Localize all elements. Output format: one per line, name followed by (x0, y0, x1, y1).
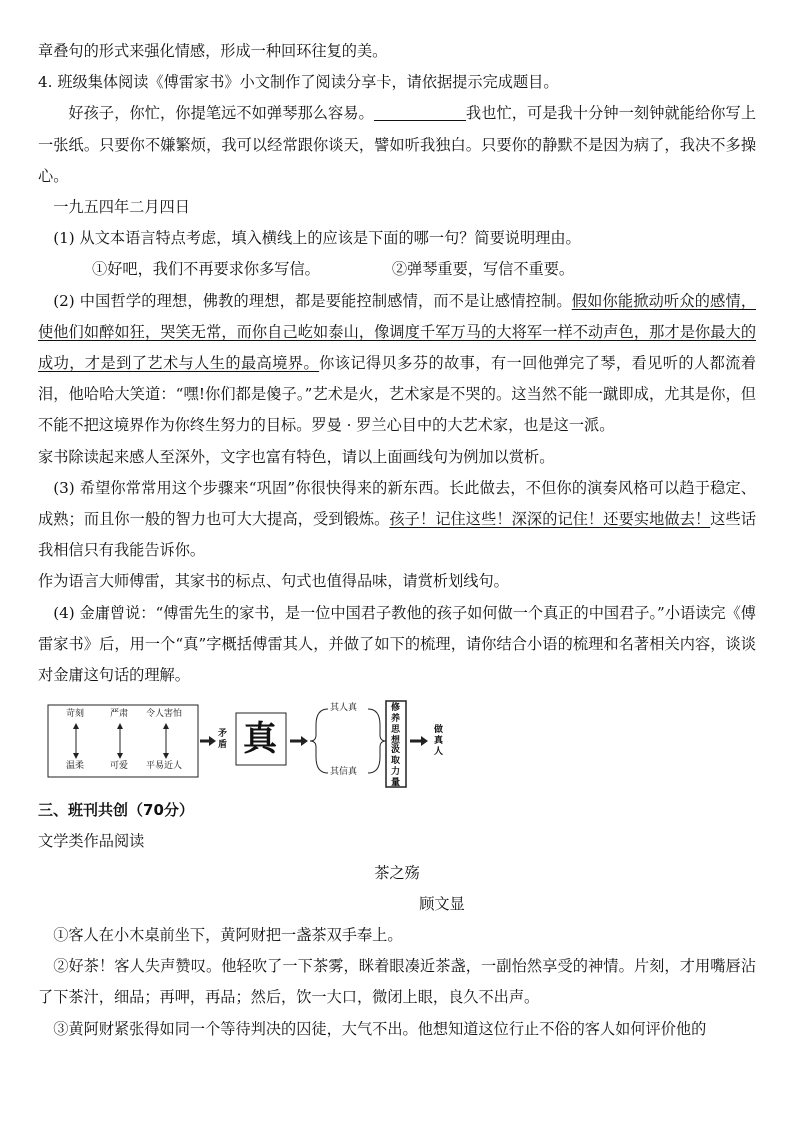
letter-excerpt (38, 98, 756, 192)
trait-bottom-3: 平易近人 (146, 761, 183, 772)
s2-text-b: 你该记得贝多芬的故事，有一回他弹完了琴，看见听的人都流着泪，他哈哈大笑道：“嘿!你们都是傻子。”艺术是火，艺术家是不哭的。这当然不能一蹴即成，尤其是你，但不能不把这境界作为你终生努力的目标。罗曼 · 罗兰心目中的大艺术家，也是这一派。 (38, 354, 757, 435)
options (38, 254, 756, 285)
trait-top-1: 苛刻 (66, 709, 85, 720)
s3-text-a: (3) 希望你常常用这个步骤来“巩固”你很快得来的新东西。长此做去，不但你的演奏风格可以趋于稳定、成熟；而且你一般的智力也可大大提高，受到锻炼。 (38, 478, 756, 529)
paragraph-2: ②好茶！客人失声赞叹。他轻吹了一下茶雾，眯着眼凑近茶盏，一副怡然享受的神情。片刻，才用嘴唇沾了下茶汁，细品；再呷，再品；然后，饮一大口，微闭上眼，良久不出声。 (38, 957, 756, 1007)
branch-bottom: 其信真 (330, 767, 358, 778)
s3-underlined: 孩子！记住这些！深深的记住！还要实地做去！ (389, 510, 711, 529)
trait-top-3: 令人害怕 (146, 709, 183, 720)
section-3-heading: 三、班刊共创（70分） (38, 801, 194, 820)
result-label: 做真人 (434, 725, 444, 758)
contradiction-label: 矛盾 (218, 729, 228, 751)
s2-text-a: (2) 中国哲学的理想，佛教的理想，都是要能控制感情，而不是让感情控制。 (53, 291, 572, 310)
s3-text-b: 这些话我相信只有我能告诉你。 (38, 510, 757, 560)
answer-blank[interactable] (374, 104, 466, 121)
subquestion-2-prompt: 家书除读起来感人至深外，文字也富有特色，请以上面画线句为例加以赏析。 (38, 447, 555, 466)
s2-underlined: 假如你能掀动听众的感情，使他们如醉如狂，哭笑无常，而你自己屹如泰山，像调度千军万马的大将军一样不动声色，那才是你最大的成功，才是到了艺术与人生的最高境界。 (38, 291, 757, 373)
trait-top-2: 严肃 (110, 709, 129, 720)
story-author: 顾文显 (419, 894, 465, 913)
question-4: 4. 班级集体阅读《傅雷家书》小文制作了阅读分享卡，请依据提示完成题目。 (38, 73, 559, 92)
continued-line: 章叠句的形式来强化情感，形成一种回环往复的美。 (38, 42, 388, 60)
letter-text-a: 好孩子，你忙，你提笔远不如弹琴那么容易。 (68, 104, 374, 123)
subquestion-1: (1) 从文本语言特点考虑，填入横线上的应该是下面的哪一句？简要说明理由。 (53, 229, 581, 248)
subquestion-4: (4) 金庸曾说：“傅雷先生的家书，是一位中国君子教他的孩子如何做一个真正的中国君子。”小语读完《傅雷家书》后，用一个“真”字概括傅雷其人，并做了如下的梳理，请你结合小语的梳理和名著相关内容，谈谈对金庸这句话的理解。 (38, 603, 756, 685)
letter-text-b: 我也忙，可是我十分钟一刻钟就能给你写上一张纸。只要你不嫌繁烦，我可以经常跟你谈天，譬如听我独白。只要你的静默不是因为病了，我决不多操心。 (38, 104, 757, 185)
subquestion-2-passage (38, 286, 756, 442)
paragraph-1: ①客人在小木桌前坐下，黄阿财把一盏茶双手奉上。 (53, 926, 403, 945)
document-page (38, 36, 756, 1045)
box-item-cultivate: 修养思想 (391, 703, 401, 747)
option-2: ②弹琴重要，写信不重要。 (391, 260, 575, 279)
paragraph-3: ③黄阿财紧张得如同一个等待判决的囚徒，大气不出。他想知道这位行止不俗的客人如何评价他的 (53, 1019, 707, 1038)
trait-bottom-1: 温柔 (66, 761, 85, 772)
letter-date: 一九五四年二月四日 (53, 198, 190, 217)
summary-diagram (46, 699, 466, 791)
option-1: ①好吧，我们不再要求你多写信。 (92, 260, 320, 279)
trait-bottom-2: 可爱 (110, 761, 129, 772)
center-character: 真 (243, 719, 277, 760)
genre-label: 文学类作品阅读 (38, 832, 145, 851)
branch-top: 其人真 (330, 703, 358, 714)
box-item-strength: 汲取力量 (391, 745, 401, 789)
subquestion-3-prompt: 作为语言大师傅雷，其家书的标点、句式也值得品味，请赏析划线句。 (38, 572, 509, 591)
subquestion-3-passage (38, 473, 756, 567)
story-title: 茶之殇 (374, 863, 420, 882)
